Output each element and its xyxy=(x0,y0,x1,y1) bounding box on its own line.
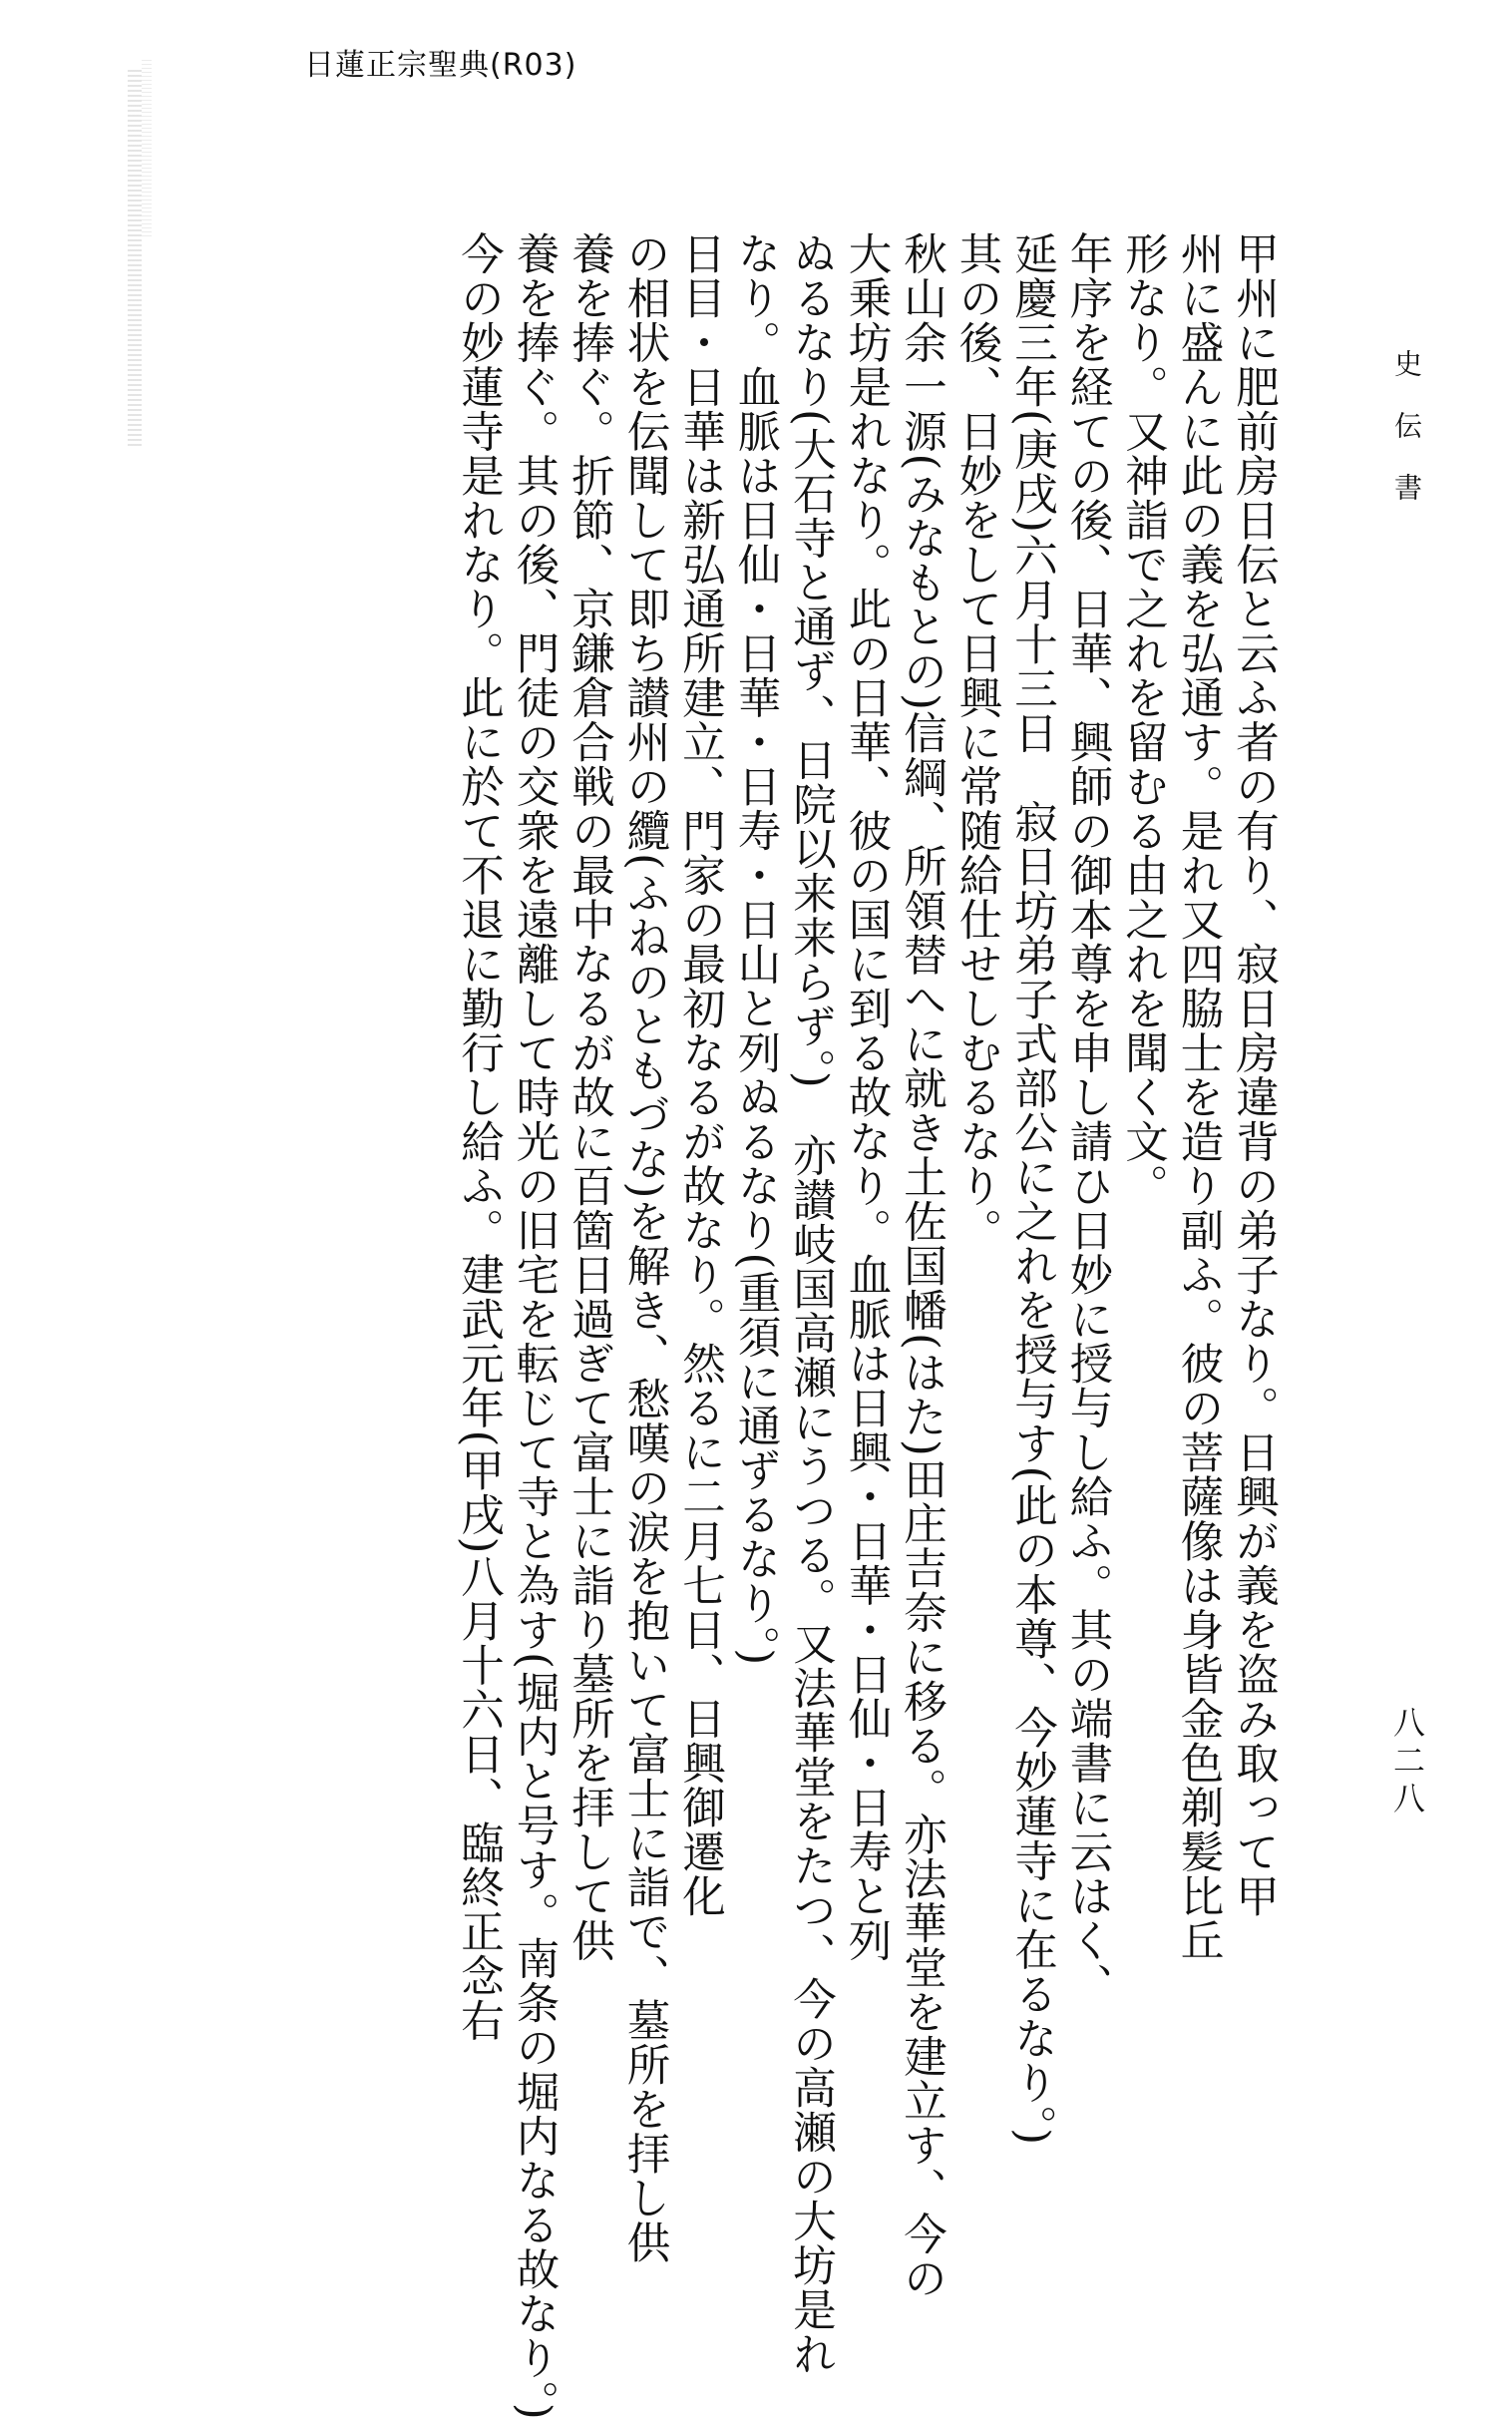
text-column: 形なり。又神詣で之れを留むる由之れを聞く文。 xyxy=(1118,231,1168,1208)
page-header-title: 日蓮正宗聖典(R03) xyxy=(304,48,577,83)
text-column: の相状を伝聞して即ち讃州の纜(ふねのともづな)を解き、愁嘆の涙を抱いて富士に詣で、墓所を拝し供 xyxy=(619,231,670,2265)
text-column: 大乗坊是れなり。此の日華、彼の国に到る故なり。血脈は日興・日華・日仙・日寿と列 xyxy=(841,231,892,1963)
text-column: 州に盛んに此の義を弘通す。是れ又四脇士を造り副ふ。彼の菩薩像は身皆金色剃髪比丘 xyxy=(1173,231,1224,1963)
text-column: 養を捧ぐ。其の後、門徒の交衆を遠離して時光の旧宅を転じて寺と為す(堀内と号す。南条の堀内なる故なり。) xyxy=(509,231,560,2421)
text-column: 延慶三年(庚戌)六月十三日 寂日坊弟子式部公に之れを授与す(此の本尊、今妙蓮寺に在るなり。) xyxy=(1007,231,1057,2147)
text-column: 日目・日華は新弘通所建立、門家の最初なるが故なり。然るに二月七日、日興御遷化 xyxy=(675,231,725,1918)
page-number: 八二八 xyxy=(1388,1706,1426,1819)
text-column: 秋山余一源(みなもとの)信綱、所領替へに就き土佐国幡(はた)田庄吉奈に移る。亦法華堂を建立す、今の xyxy=(897,231,946,2301)
scan-edge-mark xyxy=(142,60,152,239)
text-column: なり。血脈は日仙・日華・日寿・日山と列ぬるなり(重須に通ずるなり。) xyxy=(730,231,781,1667)
body-text xyxy=(451,231,1282,2421)
text-column: 今の妙蓮寺是れなり。此に於て不退に勤行し給ふ。建武元年(甲戌)八月十六日、臨終正念右 xyxy=(454,231,504,2043)
text-column: 年序を経ての後、日華、興師の御本尊を申し請ひ日妙に授与し給ふ。其の端書に云はく、 xyxy=(1062,231,1113,2007)
scan-edge-mark xyxy=(128,70,142,449)
text-column: ぬるなり(大石寺と通ず、日院以来来らず。) 亦讃岐国高瀬にうつる。又法華堂をたつ、今の高瀬の大坊是れ xyxy=(786,231,836,2377)
text-column: 養を捧ぐ。折節、京鎌倉合戦の最中なるが故に百箇日過ぎて富士に詣り墓所を拝して供 xyxy=(565,231,614,1963)
section-label: 史伝書 xyxy=(1390,349,1423,535)
text-column: 其の後、日妙をして日興に常随給仕せしむるなり。 xyxy=(951,231,1002,1253)
text-column: 甲州に肥前房日伝と云ふ者の有り、寂日房違背の弟子なり。日興が義を盗み取って甲 xyxy=(1229,231,1279,1918)
